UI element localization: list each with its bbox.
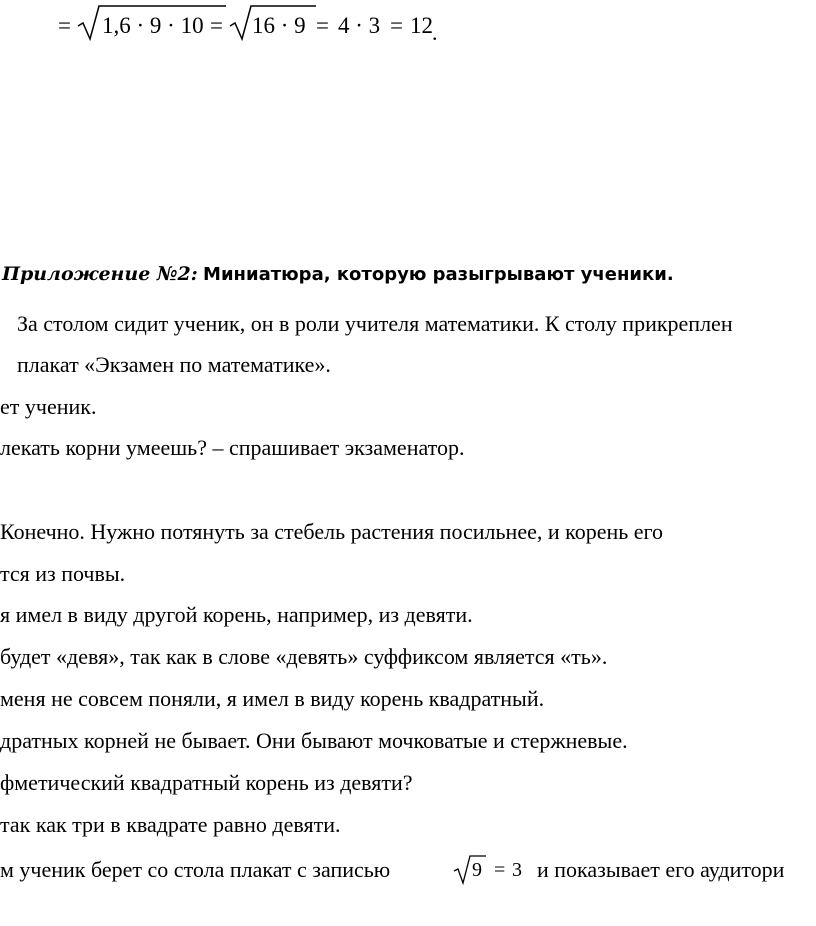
appendix-label: Приложение №2: [2, 263, 198, 285]
trailing-period: . [432, 20, 438, 45]
text-line-14: и показывает его аудитори [537, 857, 785, 882]
product-4-3: 4 · 3 [338, 13, 381, 38]
text-line-13: м ученик берет со стола плакат с записью [0, 857, 391, 882]
text-line-2: плакат «Экзамен по математике». [17, 352, 331, 377]
formula-result: 12 [410, 13, 433, 38]
sqrt-symbol-inline [448, 853, 488, 887]
equals-sign-2: = [210, 13, 223, 38]
text-line-3: ет ученик. [0, 394, 97, 419]
appendix-heading [2, 261, 674, 286]
equals-sign-4: = [390, 13, 403, 38]
inline-sqrt-formula [448, 853, 538, 887]
text-line-8: будет «девя», так как в слове «девять» суффиксом является «ть». [0, 644, 608, 669]
equals-sign-1: = [58, 13, 71, 38]
text-line-10: дратных корней не бывает. Они бывают мочковатые и стержневые. [0, 728, 628, 753]
inline-radicand: 9 [472, 859, 482, 881]
radicand-1: 1,6 · 9 · 10 [102, 13, 204, 38]
text-line-6: тся из почвы. [0, 561, 126, 586]
appendix-title: Миниатюра, которую разыгрывают ученики. [203, 264, 674, 285]
inline-value: 3 [512, 859, 522, 881]
radicand-2: 16 · 9 [252, 13, 306, 38]
equals-sign-3: = [316, 13, 329, 38]
text-line-1: За столом сидит ученик, он в роли учителя математики. К столу прикреплен [17, 311, 733, 336]
text-line-12: так как три в квадрате равно девяти. [0, 812, 341, 837]
text-line-7: я имел в виду другой корень, например, из девяти. [0, 602, 473, 627]
text-line-9: меня не совсем поняли, я имел в виду корень квадратный. [0, 686, 545, 711]
inline-equals: = [494, 859, 506, 881]
text-line-5: Конечно. Нужно потянуть за стебель растения посильнее, и корень его [0, 519, 664, 544]
text-line-11: фметический квадратный корень из девяти? [0, 770, 413, 795]
text-line-4: лекать корни умеешь? – спрашивает экзаменатор. [0, 435, 465, 460]
